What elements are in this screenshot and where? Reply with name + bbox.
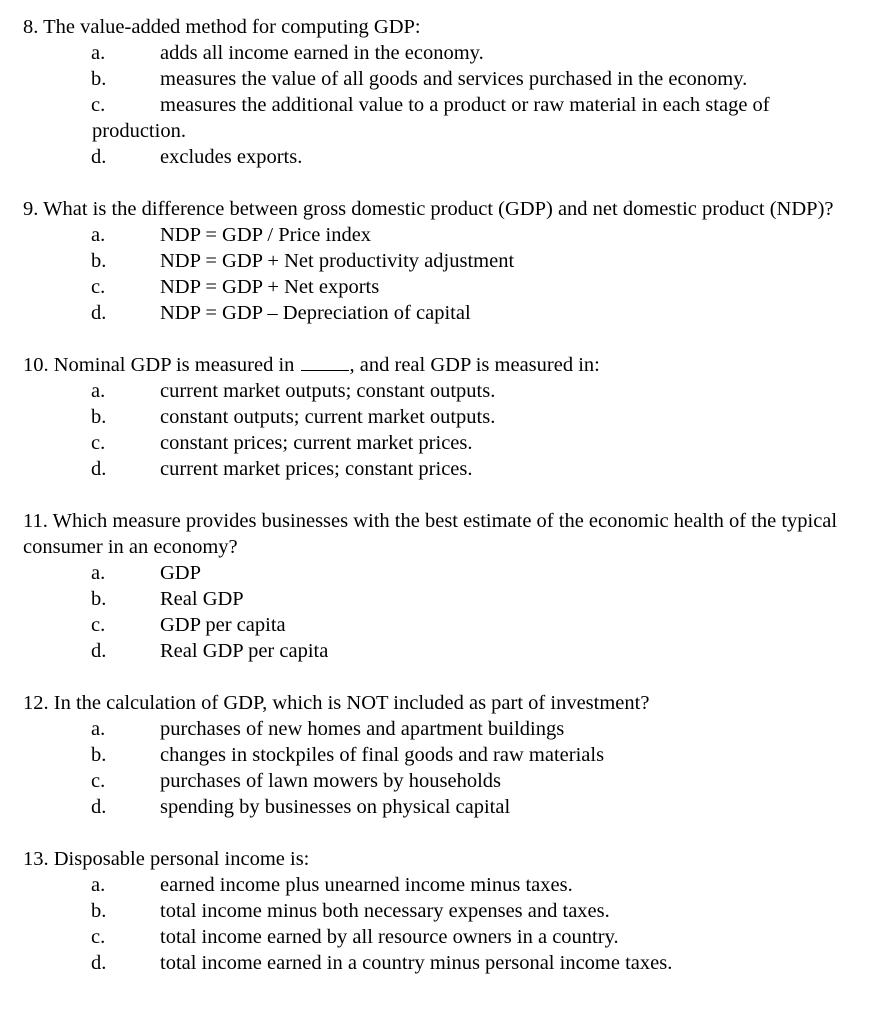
- option-text: total income minus both necessary expenses and taxes.: [160, 900, 610, 922]
- question-8: [23, 14, 868, 170]
- option-c: [23, 274, 868, 300]
- question-stem: [23, 352, 868, 378]
- option-letter: a.: [91, 380, 106, 402]
- question-text: Disposable personal income is:: [53, 848, 310, 870]
- question-stem: [23, 196, 868, 222]
- option-letter: b.: [91, 406, 107, 428]
- option-letter: c.: [91, 276, 106, 298]
- question-stem: [23, 508, 868, 560]
- question-13: [23, 846, 868, 976]
- option-c-continuation: production.: [92, 120, 186, 142]
- option-letter: c.: [91, 614, 106, 636]
- option-d: [23, 456, 868, 482]
- option-letter: b.: [91, 744, 107, 766]
- question-text: Which measure provides businesses with the best estimate of the economic health of the typical consumer in an economy?: [23, 510, 838, 558]
- option-text: total income earned in a country minus personal income taxes.: [160, 952, 673, 974]
- option-b: [23, 898, 868, 924]
- question-stem: [23, 846, 868, 872]
- option-d: [23, 638, 868, 664]
- option-letter: c.: [91, 432, 106, 454]
- quiz-page: [23, 14, 868, 1002]
- option-text: Real GDP per capita: [160, 640, 329, 662]
- option-a: [23, 378, 868, 404]
- option-text: excludes exports.: [160, 146, 303, 168]
- question-number: 12.: [23, 692, 49, 714]
- option-letter: a.: [91, 874, 106, 896]
- question-text-before-blank: Nominal GDP is measured in: [53, 354, 295, 376]
- question-12: [23, 690, 868, 820]
- option-text: GDP: [160, 562, 202, 584]
- option-d: [23, 300, 868, 326]
- option-c: [23, 612, 868, 638]
- option-letter: b.: [91, 68, 107, 90]
- option-letter: c.: [91, 770, 106, 792]
- question-9: [23, 196, 868, 326]
- question-text-after-blank: , and real GDP is measured in:: [349, 354, 600, 376]
- option-letter: c.: [91, 926, 106, 948]
- option-text: NDP = GDP + Net exports: [160, 276, 380, 298]
- option-a: [23, 560, 868, 586]
- fill-in-blank: [301, 352, 349, 371]
- option-letter: b.: [91, 588, 107, 610]
- question-stem: [23, 14, 868, 40]
- option-text: measures the value of all goods and services purchased in the economy.: [160, 68, 748, 90]
- option-letter: a.: [91, 718, 106, 740]
- option-a: [23, 40, 868, 66]
- question-text: The value-added method for computing GDP:: [43, 16, 421, 38]
- question-number: 9.: [23, 198, 39, 220]
- question-11: [23, 508, 868, 664]
- option-c: [23, 768, 868, 794]
- option-text: NDP = GDP – Depreciation of capital: [160, 302, 471, 324]
- option-c: [23, 924, 868, 950]
- option-letter: c.: [91, 94, 106, 116]
- question-number: 10.: [23, 354, 49, 376]
- option-text: NDP = GDP + Net productivity adjustment: [160, 250, 515, 272]
- option-letter: b.: [91, 250, 107, 272]
- option-b: [23, 742, 868, 768]
- option-b: [23, 248, 868, 274]
- question-number: 11.: [23, 510, 48, 532]
- option-text: changes in stockpiles of final goods and raw materials: [160, 744, 605, 766]
- question-stem: [23, 690, 868, 716]
- option-a: [23, 872, 868, 898]
- option-letter: d.: [91, 640, 107, 662]
- option-text: earned income plus unearned income minus taxes.: [160, 874, 573, 896]
- option-letter: b.: [91, 900, 107, 922]
- option-text: measures the additional value to a product or raw material in each stage of: [160, 94, 770, 116]
- option-d: [23, 950, 868, 976]
- option-b: [23, 66, 868, 92]
- question-text: In the calculation of GDP, which is NOT included as part of investment?: [53, 692, 650, 714]
- option-letter: d.: [91, 458, 107, 480]
- question-text: What is the difference between gross domestic product (GDP) and net domestic product (NDP)?: [43, 198, 834, 220]
- option-text: spending by businesses on physical capital: [160, 796, 511, 818]
- option-letter: d.: [91, 796, 107, 818]
- option-text: current market prices; constant prices.: [160, 458, 473, 480]
- option-text: GDP per capita: [160, 614, 286, 636]
- option-a: [23, 222, 868, 248]
- option-b: [23, 586, 868, 612]
- option-letter: d.: [91, 302, 107, 324]
- option-text: current market outputs; constant outputs.: [160, 380, 496, 402]
- option-letter: d.: [91, 146, 107, 168]
- option-letter: d.: [91, 952, 107, 974]
- option-text: Real GDP: [160, 588, 244, 610]
- option-b: [23, 404, 868, 430]
- option-text: purchases of lawn mowers by households: [160, 770, 502, 792]
- question-number: 8.: [23, 16, 39, 38]
- option-text: purchases of new homes and apartment buildings: [160, 718, 565, 740]
- option-text: total income earned by all resource owners in a country.: [160, 926, 619, 948]
- option-letter: a.: [91, 42, 106, 64]
- option-d: [23, 794, 868, 820]
- option-text: constant outputs; current market outputs.: [160, 406, 496, 428]
- option-c: [23, 92, 868, 118]
- option-text: adds all income earned in the economy.: [160, 42, 484, 64]
- option-c: [23, 430, 868, 456]
- option-letter: a.: [91, 224, 106, 246]
- question-number: 13.: [23, 848, 49, 870]
- question-10: [23, 352, 868, 482]
- option-a: [23, 716, 868, 742]
- option-letter: a.: [91, 562, 106, 584]
- option-d: [23, 144, 868, 170]
- option-text: constant prices; current market prices.: [160, 432, 473, 454]
- option-text: NDP = GDP / Price index: [160, 224, 372, 246]
